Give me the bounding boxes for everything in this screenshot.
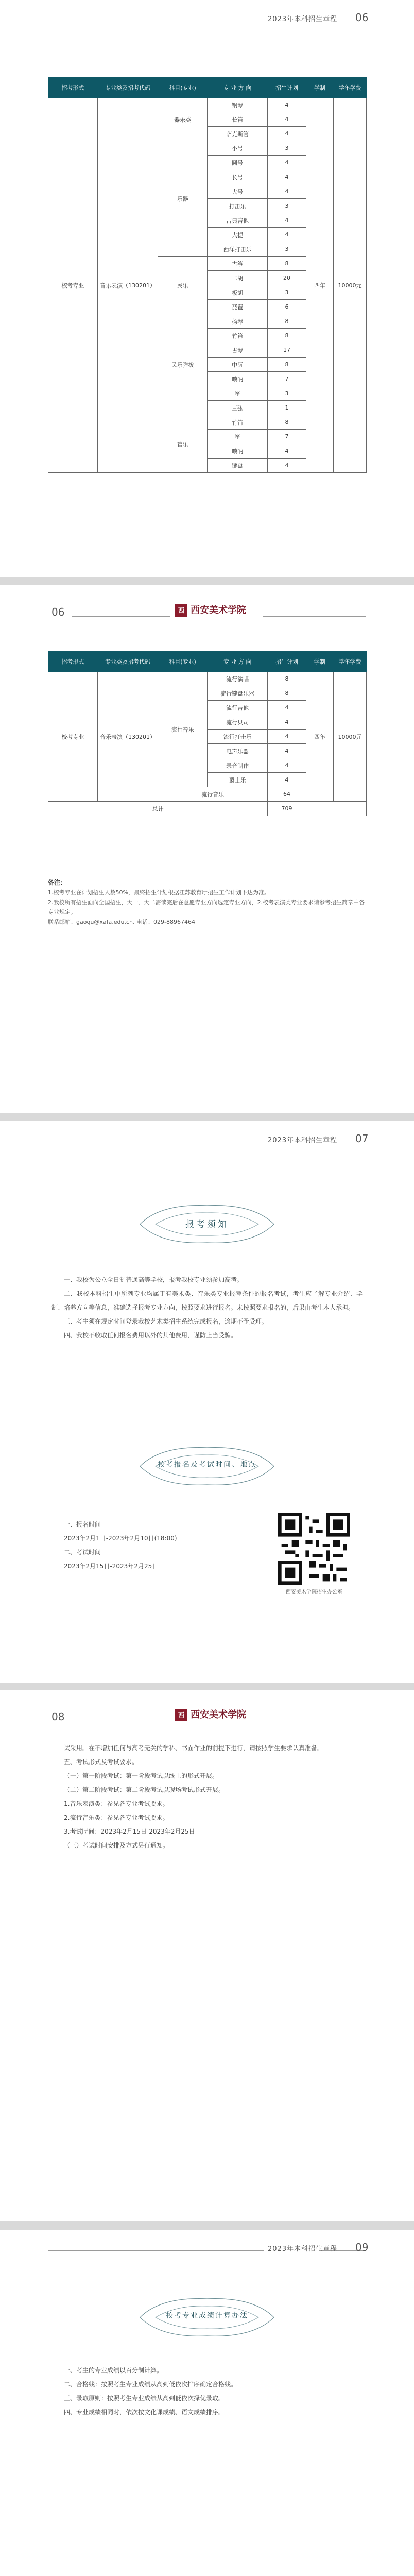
direction-cell: 笙: [207, 430, 267, 444]
table-header-cell: 专业类及招考代码: [97, 652, 158, 672]
quota-cell: 4: [268, 744, 306, 758]
direction-cell: 爵士乐: [207, 773, 267, 787]
page-number: 06: [51, 606, 65, 618]
quota-cell: 17: [268, 343, 306, 358]
major-group-cell: 民乐弹拨: [158, 314, 208, 415]
direction-cell: 竹笛: [207, 415, 267, 430]
page-07: [0, 1121, 414, 1683]
table-header-cell: 学制: [306, 652, 333, 672]
exam-form-cell: 校考专业: [48, 672, 98, 802]
category-cell: 音乐表演（130201）: [97, 98, 158, 473]
quota-cell: 4: [268, 127, 306, 141]
tuition-cell: 10000元: [334, 98, 367, 473]
direction-cell: 竹笛: [207, 329, 267, 343]
exam-form-cell: 校考专业: [48, 98, 98, 473]
table-row: [48, 98, 367, 112]
table-header-cell: 招生计划: [268, 78, 306, 98]
page-06: [0, 0, 414, 577]
quota-cell: 8: [268, 686, 306, 701]
school-logo: 西 西安美术学院: [175, 1707, 246, 1721]
direction-cell: 打击乐: [207, 199, 267, 213]
page-08: [0, 1690, 414, 2221]
table-header-cell: 专 业 方 向: [207, 78, 267, 98]
banner-title: 校考专业成绩计算办法: [166, 2312, 248, 2320]
table-header-cell: 学年学费: [334, 78, 367, 98]
direction-cell: 小号: [207, 141, 267, 156]
quota-cell: 8: [268, 415, 306, 430]
banner-title: 校考报名及考试时间、地点: [158, 1461, 256, 1469]
direction-cell: 中阮: [207, 358, 267, 372]
page-header: [0, 0, 414, 29]
note-line: 联系邮箱：gaoqu@xafa.edu.cn, 电话：029-88967464: [48, 919, 195, 925]
direction-cell: 电声乐器: [207, 744, 267, 758]
empty-cell: [306, 802, 366, 816]
table-header-cell: 招考形式: [48, 652, 98, 672]
page-header: [0, 1690, 414, 1723]
quota-cell: 6: [268, 300, 306, 314]
quota-cell: 8: [268, 358, 306, 372]
total-value-cell: 709: [268, 802, 306, 816]
quota-cell: 7: [268, 430, 306, 444]
direction-cell: 西洋打击乐: [207, 242, 267, 257]
quota-cell: 4: [268, 444, 306, 459]
direction-cell: 圆号: [207, 156, 267, 170]
table-header-cell: 学制: [306, 78, 333, 98]
direction-cell: 流行吉他: [207, 701, 267, 715]
notice-text: 一、我校为公立全日制普通高等学校，报考我校专业须参加高考。 二、我校本科招生中所列专业均属于有美术类、音乐类专业报考条件的报名考试，考生应了解专业介绍、学制、培养方向等信息，准确选择报考专业方向，按照要求进行报名。未按照要求报名的，后果由考生本人承担。 三、考生须在规定时间登录我校艺术类招生系统完成报名，逾期不予受理。 四、我校不收取任何报名费用以外的其他费用，谨防上当受骗。: [51, 1276, 363, 1339]
enrollment-table: [48, 77, 367, 473]
table-header-cell: 科目(专业): [158, 78, 208, 98]
table-header-cell: 招生计划: [268, 652, 306, 672]
quota-cell: 4: [268, 213, 306, 228]
quota-cell: 4: [268, 112, 306, 127]
major-group-cell: 乐器: [158, 141, 208, 257]
banner-title: 报考须知: [185, 1219, 229, 1230]
direction-cell: 钢琴: [207, 98, 267, 112]
direction-cell: 长笛: [207, 112, 267, 127]
major-group-cell: 流行音乐: [158, 672, 208, 787]
enrollment-table-continued: [48, 651, 367, 816]
school-logo: 西 西安美术学院: [175, 603, 246, 617]
table-header-cell: 科目(专业): [158, 652, 208, 672]
quota-cell: 3: [268, 386, 306, 401]
direction-cell: 唢呐: [207, 444, 267, 459]
quota-cell: 4: [268, 459, 306, 473]
direction-cell: 古琴: [207, 343, 267, 358]
tuition-cell: 10000元: [334, 672, 367, 802]
running-title: 2023年本科招生章程: [268, 15, 338, 23]
direction-cell: 扬琴: [207, 314, 267, 329]
quota-cell: 8: [268, 257, 306, 271]
notes-title: 备注：: [48, 879, 67, 886]
direction-cell: 流行演唱: [207, 672, 267, 686]
direction-cell: 大号: [207, 184, 267, 199]
running-title: 2023年本科招生章程: [268, 2245, 338, 2253]
direction-cell: 长号: [207, 170, 267, 184]
quota-cell: 4: [268, 184, 306, 199]
page-header: [0, 2230, 414, 2259]
exam-text: 试采用。在不增加任何与高考无关的学科、书面作业的前提下进行，请按照学生要求认真准备。 五、考试形式及考试要求。 （一）第一阶段考试：第一阶段考试以线上的形式开展。 （二）第二阶段考试：第二阶段考试以现场考试形式开展。 1.音乐表演类：参见各专业考试要求。 2.流行音乐类：参见各专业考试要求。 3.考试时间：2023年2月15日-2023年2月25日 （三）考试时间安排及方式另行通知。: [64, 1744, 324, 1849]
quota-cell: 3: [268, 242, 306, 257]
quota-cell: 20: [268, 271, 306, 285]
page-number: 08: [51, 1710, 65, 1723]
page-number: 09: [355, 2241, 369, 2253]
total-row: [48, 802, 367, 816]
table-header-cell: 招考形式: [48, 78, 98, 98]
direction-cell: 板胡: [207, 285, 267, 300]
direction-cell: 流行键盘乐器: [207, 686, 267, 701]
note-line: 1.校考专业在计划招生人数50%，最终招生计划根据江苏教育厅招生工作计划下达为准。: [48, 889, 270, 896]
running-title: 2023年本科招生章程: [268, 1137, 338, 1144]
section-banner: [130, 1198, 284, 1250]
section-banner: [130, 1440, 284, 1492]
table-header-cell: 专业类及招考代码: [97, 78, 158, 98]
quota-cell: 4: [268, 170, 306, 184]
table-notes: [48, 878, 367, 927]
direction-cell: 笙: [207, 386, 267, 401]
dates-text: 一、报名时间 2023年2月1日-2023年2月10日(18:00) 二、考试时间 2023年2月15日-2023年2月25日: [64, 1521, 177, 1570]
category-cell: 音乐表演（130201）: [97, 672, 158, 802]
quota-cell: 3: [268, 141, 306, 156]
score-text: 一、考生的专业成绩以百分制计算。 二、合格线：按照考生专业成绩从高到低依次排序确定合格线。 三、录取原则：按照考生专业成绩从高到低依次择优录取。 四、专业成绩相同时，依次按文化课成绩、语文成绩排序。: [64, 2367, 237, 2416]
quota-cell: 4: [268, 701, 306, 715]
years-cell: 四年: [306, 98, 333, 473]
page-09: [0, 2230, 414, 2576]
page-06b: [0, 585, 414, 1113]
direction-cell: 琵琶: [207, 300, 267, 314]
page-header: [0, 1121, 414, 1150]
page-number: 06: [355, 11, 369, 24]
table-row: [48, 672, 367, 686]
quota-cell: 3: [268, 285, 306, 300]
page-header: [0, 585, 414, 618]
direction-cell: 古筝: [207, 257, 267, 271]
quota-cell: 8: [268, 672, 306, 686]
direction-cell: 键盘: [207, 459, 267, 473]
table-header-cell: 专 业 方 向: [207, 652, 267, 672]
direction-cell: 流行贝司: [207, 715, 267, 730]
quota-cell: 4: [268, 773, 306, 787]
quota-cell: 4: [268, 98, 306, 112]
direction-cell: 三弦: [207, 401, 267, 415]
direction-cell: 大提: [207, 228, 267, 242]
quota-cell: 8: [268, 329, 306, 343]
quota-cell: 1: [268, 401, 306, 415]
qr-code-icon: [278, 1513, 350, 1585]
direction-cell: 萨克斯管: [207, 127, 267, 141]
quota-cell: 4: [268, 730, 306, 744]
subtotal-label-cell: 流行音乐: [158, 787, 268, 802]
section-banner: [130, 2292, 284, 2343]
subtotal-value-cell: 64: [268, 787, 306, 802]
years-cell: 四年: [306, 672, 333, 802]
major-group-cell: 器乐类: [158, 98, 208, 141]
direction-cell: 古典吉他: [207, 213, 267, 228]
direction-cell: 流行打击乐: [207, 730, 267, 744]
quota-cell: 3: [268, 199, 306, 213]
note-line: 2.我校所有招生面向全国招生，大一、大二需读完后在意愿专业方向选定专业方向，2.校考表演类专业要求请参考招生简章中各专业规定。: [48, 899, 365, 916]
quota-cell: 8: [268, 314, 306, 329]
quota-cell: 4: [268, 715, 306, 730]
total-label-cell: 总计: [48, 802, 268, 816]
quota-cell: 4: [268, 228, 306, 242]
major-group-cell: 民乐: [158, 257, 208, 314]
quota-cell: 7: [268, 372, 306, 386]
major-group-cell: 管乐: [158, 415, 208, 473]
quota-cell: 4: [268, 758, 306, 773]
table-header-cell: 学年学费: [334, 652, 367, 672]
quota-cell: 4: [268, 156, 306, 170]
page-number: 07: [355, 1132, 369, 1145]
direction-cell: 二胡: [207, 271, 267, 285]
direction-cell: 唢呐: [207, 372, 267, 386]
direction-cell: 录音制作: [207, 758, 267, 773]
qr-caption: 西安美术学院招生办公室: [286, 1589, 342, 1595]
